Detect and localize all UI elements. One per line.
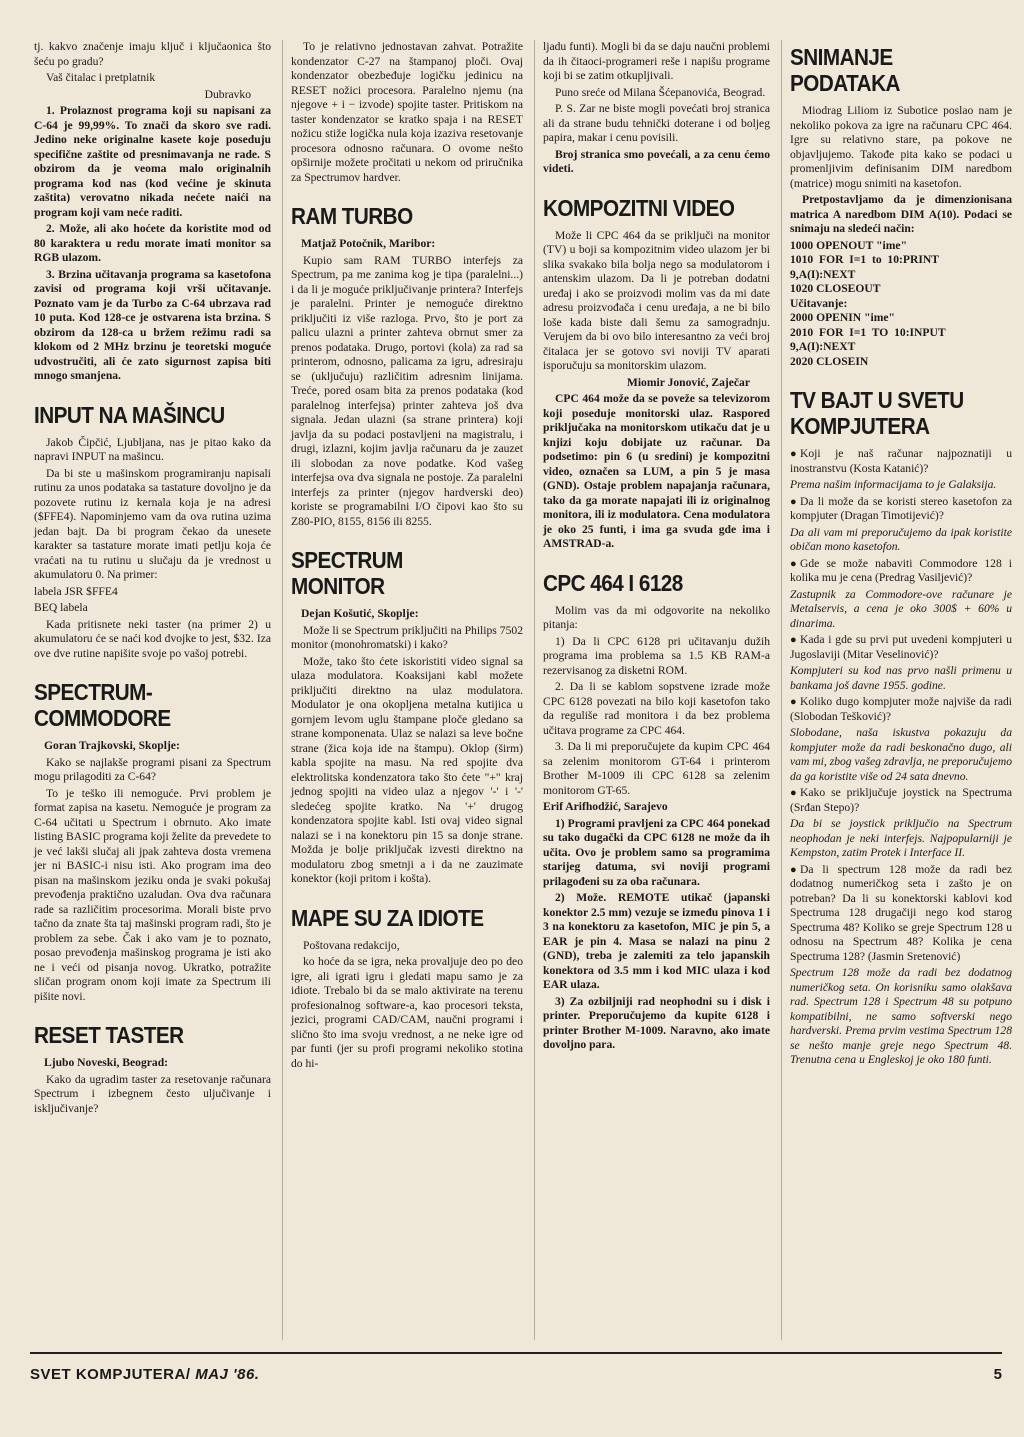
qa-answer: Zastupnik za Commodore-ove računare je Metalservis, a cena je oko 300$ + 60% u dinarima. (790, 587, 1012, 630)
reader-name: Ljubo Noveski, Beograd: (44, 1056, 168, 1069)
letter-text: tj. kakvo značenje imaju ključ i ključaonica što šeću po gradu? (34, 40, 271, 68)
qa-answer: Da ali vam mi preporučujemo da ipak koristite običan mono kasetofon. (790, 525, 1012, 553)
letter-signature: Dubravko (204, 87, 251, 101)
question-paragraph: Može li se Spectrum priključiti na Philips 7502 monitor (monohromatski) i kako? (291, 623, 523, 651)
answer-paragraph: Kada pritisnete neki taster (na primer 2) u akumulatoru će se naći kod dvojke to jest, $32. Iza ove dve rutine napišite svoje po vašoj potrebi. (34, 617, 271, 660)
bullet-icon: ● (790, 495, 797, 508)
qa-answer: Slobodane, naša iskustva pokazuju da kompjuter može da radi beskonačno dugo, ali vam mi, zbog vašeg zdravlja, ne preporučujemo da ga koristite više od 24 sata dnevno. (790, 726, 1012, 783)
text-columns (30, 40, 1012, 1340)
letter-salutation: Poštovana redakcijo, (303, 938, 400, 952)
question-paragraph: 2. Da li se kablom sopstvene izrade može CPC 6128 povezati na bilo koji kasetofon tako da reguliše rad monitora i da bez problema učitava programe za CPC 464. (543, 680, 770, 737)
heading-snimanje-podataka: SNIMANJE PODATAKA (790, 44, 900, 96)
question-text: Da li spectrum 128 može da radi bez dodatnog numeričkog seta i zašto je on potreban? Da li su konektorski kablovi kod Spectruma 128 drugačiji nego kod starog Spectruma 48? Koliko se greje Spectrum 128 u odnosu na Spectrum 48? Kolika je cena Spectruma 128? (Jasmin Sretenović) (790, 862, 1012, 963)
question-paragraph: Molim vas da mi odgovorite na nekoliko pitanja: (543, 603, 770, 631)
question-text: Kako se priključuje joystick na Spectruma (Srđan Stepo)? (790, 786, 1012, 814)
column-2 (282, 40, 527, 1340)
heading-mape-su-za-idiote: MAPE SU ZA IDIOTE (291, 904, 484, 931)
reader-name: Miomir Jonović, Zaječar (626, 375, 750, 389)
heading-input-na-masincu: INPUT NA MAŠINCU (34, 401, 225, 428)
bullet-icon: ● (790, 557, 797, 570)
basic-code-listing (790, 239, 1012, 370)
letter-signature: Puno sreće od Milana Šćepanovića, Beograd. (555, 85, 766, 99)
heading-tv-bajt: TV BAJT U SVETU KOMPJUTERA (790, 387, 964, 439)
code-line: 2020 CLOSEIN (790, 354, 869, 368)
answer-paragraph: Broj stranica smo povećali, a za cenu ćemo videti. (543, 147, 770, 175)
qa-question (790, 695, 1012, 724)
qa-answer: Prema našim informacijama to je Galaksija. (790, 478, 997, 491)
code-line: 1010 FOR I=1 to 10:PRINT (790, 253, 939, 266)
answer-paragraph: 1) Programi pravljeni za CPC 464 ponekad su tako dugački da CPC 6128 ne može da ih učita. Ovo je problem samo sa programima starijeg datuma, svi noviji programi prilagođeni su za oba računara. (543, 816, 770, 888)
page-number: 5 (993, 1366, 1002, 1383)
reader-name: Erif Arifhodžić, Sarajevo (543, 800, 668, 813)
question-paragraph: 1) Da li CPC 6128 pri učitavanju dužih programa ima problema sa 1.5 KB RAM-a rezervisanog za disketni ROM. (543, 634, 770, 677)
answer-paragraph: Da bi ste u mašinskom programiranju napisali rutinu za unos podataka sa tastature dovoljno je da pozovete rutinu iz kernala koja je na adresi ($FFE4). Napominjemo vam da ova rutina uzima jedan bajt. Da bi program čekao da unesete karakter sa tastature morate imati petlju koja će vraćati na tu rutinu u slučaju da je vrednost u akumulatoru 0. Na primer: (34, 466, 271, 581)
code-line: labela JSR $FFE4 (34, 584, 118, 598)
question-paragraph: Kako da ugradim taster za resetovanje računara Spectrum i izbegnem često uljučivanje i isključivanje? (34, 1072, 271, 1115)
code-line: 9,A(I):NEXT (790, 267, 856, 281)
heading-cpc-464-i-6128: CPC 464 I 6128 (543, 569, 683, 596)
answer-paragraph: 3) Za ozbiljniji rad neophodni su i disk i printer. Preporučujemo da kupite 6128 i printer Brother M-1009. Naravno, ako imate dovoljno para. (543, 994, 770, 1051)
reader-name: Dejan Košutić, Skoplje: (301, 607, 419, 620)
answer-paragraph: CPC 464 može da se poveže sa televizorom koji poseduje monitorski ulaz. Raspored priključaka na monitorskom utikaču dat je u knjizi koju dobijate uz računar. Da podsetimo: pin 6 (u sredini) je kompozitni video, označen sa LUM, a pin 5 je masa (GND). Ostaje problem napajanja računara, tako da ga morate napajati ili iz originalnog monitora, ili iz modulatora. Cena modulatora je oko 25 funti, i ima ga svuda gde ima i AMSTRAD-a. (543, 392, 770, 550)
qa-question (790, 447, 1012, 476)
column-4 (781, 40, 1016, 1340)
answer-paragraph: 1. Prolaznost programa koji su napisani za C-64 je 99,99%. To znači da skoro sve radi. Jedino neke originalne kasete koje poseduju specifične zaštite od presnimavanja ne rade. S obzirom da je veoma malo originalnih programa kod nas (kod većine je skinuta zaštita) verovatno nikada nećete naići na program koji vam neće raditi. (34, 104, 271, 219)
letter-text: ko hoće da se igra, neka provaljuje deo po deo igre, ali igrati igru i gledati mapu samo je za idiote. Trebalo bi da se malo aktivirate na terenu profesionalnog software-a, kao procesori teksta, jezici, programi CAD/CAM, naučni programi i slično što ima svoju vrednost, a ne neke igre od par funti (jer su profi programi nekoliko stotina do hi- (291, 955, 523, 1070)
code-line: 2010 FOR I=1 TO 10:INPUT (790, 325, 946, 339)
heading-reset-taster: RESET TASTER (34, 1022, 184, 1048)
question-text: Da li može da se koristi stereo kasetofon za kompjuter (Dragan Timotijević)? (790, 494, 1012, 522)
code-line: 2000 OPENIN "ime" (790, 311, 895, 324)
qa-question (790, 495, 1012, 524)
heading-ram-turbo: RAM TURBO (291, 203, 413, 229)
letter-text: ljadu funti). Mogli bi da se daju naučni problemi da ih čitaoci-programeri reše i napišu programe koji bi se zatim otkupljivali. (543, 40, 770, 82)
reader-name: Goran Trajkovski, Skoplje: (44, 739, 180, 752)
heading-spectrum-commodore: SPECTRUM-COMMODORE (34, 679, 171, 731)
answer-paragraph: 2. Može, ali ako hoćete da koristite mod od 80 karaktera u redu morate imati monitor sa RGB ulazom. (34, 222, 271, 264)
page-footer (30, 1352, 1002, 1383)
question-paragraph: Može li CPC 464 da se priključi na monitor (TV) u boji sa kompozitnim video ulazom jer bi slika svakako bila bolja nego sa modulatorom i antenskim ulazom. Da li je potreban dodatni uređaj i ako se proizvodi molim vas da mi date adresu proizvođača i cenu uređaja, a ne bi bilo loše kada biste dali šemu za samogradnju. Verujem da bi ovo bilo interesantno za veći broj čitalaca jer se gotovo svi noviji TV aparati isporučuju sa monitorskim ulazom. (543, 228, 770, 372)
bullet-icon: ● (790, 863, 797, 876)
code-line: 1000 OPENOUT "ime" (790, 238, 908, 252)
answer-paragraph: Pretpostavljamo da je dimenzionisana matrica A naredbom DIM A(10). Podaci se snimaju na sledeći način: (790, 193, 1012, 235)
qa-question (790, 633, 1012, 662)
code-line: Učitavanje: (790, 296, 848, 310)
heading-spectrum-monitor: SPECTRUM MONITOR (291, 547, 403, 599)
qa-question (790, 786, 1012, 815)
bullet-icon: ● (790, 448, 797, 460)
question-paragraph: Jakob Čipčić, Ljubljana, nas je pitao kako da napravi INPUT na mašincu. (34, 435, 271, 463)
qa-answer: Da bi se joystick priključio na Spectrum neophodan je neki interfejs. Najpopularniji je Kempston, zatim Protek i Interface II. (790, 817, 1012, 859)
qa-question (790, 863, 1012, 965)
question-paragraph: 3. Da li mi preporučujete da kupim CPC 464 sa zelenim monitorom GT-64 i printerom Brother M-1009 ili CPC 6128 sa zelenim monitorom GT-65. (543, 740, 770, 797)
letter-closing: Vaš čitalac i pretplatnik (46, 71, 156, 84)
column-1 (30, 40, 275, 1340)
question-text: Gde se može nabaviti Commodore 128 i kolika mu je cena (Predrag Vasiljević)? (790, 556, 1012, 584)
question-text: Kada i gde su prvi put uvedeni kompjuteri u Jugoslaviji (Mitar Veselinović)? (790, 633, 1012, 661)
issue-date: MAJ '86. (190, 1366, 260, 1383)
qa-question (790, 557, 1012, 586)
answer-paragraph: 3. Brzina učitavanja programa sa kasetofona zavisi od programa koji vrši učitavanje. Poznato vam je da Turbo za C-64 ubrzava rad 10 puta. Kod 128-ce je ostvarena ista brzina. S obzirom da 128-ca u bržem režimu radi sa klokom od 2 MHz brzinu je teoretski moguće udvostručiti, ali će zato sigurnost zapisa biti mnogo smanjena. (34, 267, 271, 382)
question-paragraph: Kako se najlakše programi pisani za Spectrum mogu prilagoditi za C-64? (34, 755, 271, 783)
question-paragraph: Miodrag Liliom iz Subotice poslao nam je nekoliko pokova za igre na računaru CPC 464. Igre su relativno stare, pa pokove ne objavljujemo. Takođe pita kako se podaci u promenljivim definisanim DIM naredbom (matrice) mogu snimiti na kasetofon. (790, 104, 1012, 190)
code-line: 9,A(I):NEXT (790, 340, 856, 353)
code-line: BEQ labela (34, 601, 88, 614)
qa-answer: Spectrum 128 može da radi bez dodatnog numeričkog seta. On korisniku samo olakšava rad. Spectrum 128 i Spectrum 48 su potpuno kompatibilni, ne samo softverski nego hardverski. Prema prvim vestima Spectrum 128 se nešto manje greje nego Spectrum 48. Trenutna cena u Engleskoj je oko 180 funti. (790, 966, 1012, 1066)
answer-paragraph: Kupio sam RAM TURBO interfejs za Spectrum, pa me zanima kog je tipa (paralelni...) i da li je moguće priključivanje printera? Interfejs je paralelni. Printer je nemoguće direktno priključiti iz više razloga. Prvo, što je port za palicu ulazni a printer zahteva obrnut smer za prenos podataka. Drugo, portovi (kola) za rad sa printerom, odnosno, palicama za igru, adresiraju se (uključuju) različitim adresnim linijama. Treće, pored osam bita za prenos podataka (kod paralelnog interfejsa) printer zahteva još dva signala. Jedan ulazni (sa strane printera) koji javlja da su podaci postavljeni na magistralu, i drugi, izlazni, kojim javlja računaru da je zauzet ili slobodan za nove podatke. Kod vašeg interfejsa ova dva signala ne postoje. Za paralelni interfejs za printer (njegov hardverski deo) koriste se programabilni I/O čipovi kao što su Z80-PIO, 8155, 8156 ili 8255. (291, 253, 523, 528)
answer-paragraph: To je teško ili nemoguće. Prvi problem je format zapisa na kasetu. Nemoguće je program za C-64 učitati u Spectrum i obrnuto. Ako imate listing BASIC programa koji želite da prevedete to je već lakši slučaj ali jpak zahteva dosta vremena jer ni BASIC-i nisu isti. Ako program ima deo pisan na mašinskom jeziku onda je svaki pokušaj prevođenja praktično uzaludan. Ova dva računara rade sa različitim procesorima. Morali biste prvo tačno da znate šta taj mašinski program radi, što je problem za sebe. Čak i ako vam je to poznato, posao prevođenja mašinskog programa je isti ako ne i veći od pisanja novog. Ukratko, potražite sličan program onom koji imate za Spectrum ili pišite novi. (34, 786, 271, 1003)
code-line: 1020 CLOSEOUT (790, 282, 881, 295)
magazine-name: SVET KOMPJUTERA/ (30, 1366, 191, 1383)
question-text: Koliko dugo kompjuter može najviše da radi (Slobodan Tešković)? (790, 695, 1012, 723)
answer-paragraph: To je relativno jednostavan zahvat. Potražite kondenzator C-27 na štampanoj ploči. Ovaj kondenzator obezbeđuje logičku jedinicu na RESET nožici procesora. Paralelno njemu (na njegove + i − izvode) spojite taster. Pritiskom na taster kondenzator se kratko spaja i na RESET nožicu stiže logička nula koja izaziva resetovanje procesora odnosno računara. O ovome nešto opširnije možete pročitati u nekom od priručnika za Spectrumov hardver. (291, 40, 523, 184)
qa-answer: Kompjuteri su kod nas prvo našli primenu u bankama još davne 1955. godine. (790, 664, 1012, 692)
letter-postscript: P. S. Zar ne biste mogli povećati broj stranica ali da strane budu tehnički doterane i od boljeg papira, makar i cenu povisili. (543, 102, 770, 144)
bullet-icon: ● (790, 634, 797, 646)
reader-name: Matjaž Potočnik, Maribor: (301, 237, 436, 250)
column-3 (534, 40, 774, 1340)
answer-paragraph: Može, tako što ćete iskoristiti video signal sa ulaza modulatora. Koaksijani kabl možete priključiti direktno na ulaz modulatora. Modulator je ona okopljena metalna kutijica u gornjem levom uglu štampane ploče gledano sa strane komponenata. Ulaz se nalazi sa leve bočne strane (žica koja ide na štampu). Oklop (širm) kabla spojite na masu. Na red spojite dva elektrolitska kondenzatora tako što ćete "+" kraj jednog spojiti na video ulaz a njegov '-' i '-' sledećeg spojite kratko. Na '+' drugog kondenzatora spojite kabl. Isti ovaj video signal nalazi se i na konektoru pin 15 sa donje strane. Možda je bolje priključak izvesti direktno na modulatoru zbog smetnji a i da ne zauzimate konektor (koji pritom i košta). (291, 654, 523, 885)
magazine-title (30, 1366, 259, 1383)
heading-kompozitni-video: KOMPOZITNI VIDEO (543, 194, 735, 221)
answer-paragraph: 2) Može. REMOTE utikač (japanski konektor 2.5 mm) vezuje se između pinova 1 i 3 na konektoru za kasetofon, MIC je pin 5, a EAR je pin 4. Masa se nalazi na pinu 2 (GND), treba je zalemiti za telo japanskih konektora od 3.5 mm i kod MIC ulaza i kod EAR ulaza. (543, 891, 770, 991)
bullet-icon: ● (790, 787, 797, 799)
question-text: Koji je naš računar najpoznatiji u inostranstvu (Kosta Katanić)? (790, 447, 1012, 475)
bullet-icon: ● (790, 696, 797, 708)
